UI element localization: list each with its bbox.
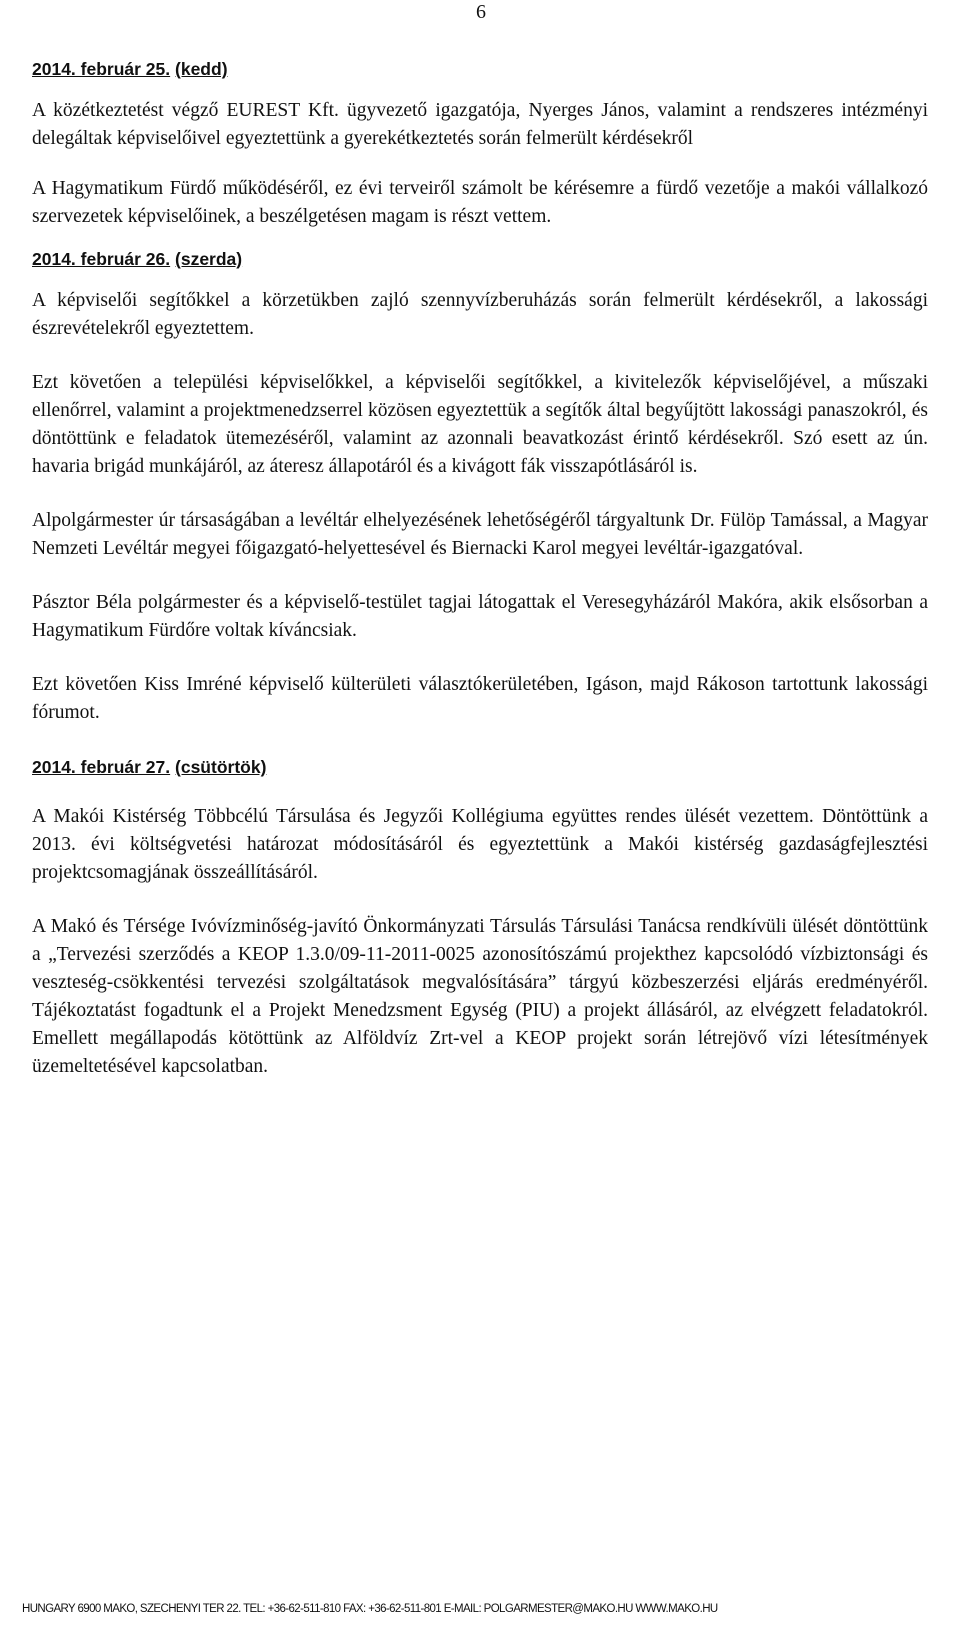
paragraph: Ezt követően a települési képviselőkkel, a képviselői segítőkkel, a kivitelezők képviselőjével, a műszaki ellenőrrel, valamint a projektmenedzserrel közösen egyeztettük a segítők által begyűjtött lakossági panaszokról, és döntöttünk e feladatok ütemezéséről, valamint az azonnali beavatkozást érintő kérdésekről. Szó esett az ún. havaria brigád munkájáról, az áteresz állapotáról és a kivágott fák visszapótlásáról is. bbox=[32, 372, 928, 477]
entry-heading-feb-25 bbox=[32, 55, 928, 83]
entry-day: (kedd) bbox=[175, 59, 228, 79]
entry-day: (csütörtök) bbox=[175, 757, 267, 777]
entry-heading-feb-26 bbox=[32, 245, 928, 273]
paragraph: A Makói Kistérség Többcélú Társulása és Jegyzői Kollégiuma együttes rendes ülését vezettem. Döntöttünk a 2013. évi költségvetési határozat módosításáról és egyeztettünk a Makói kistérség gazdaságfejlesztési projektcsomagjának összeállításáról. bbox=[32, 806, 928, 883]
entry-heading-feb-27 bbox=[32, 753, 928, 781]
document-body bbox=[32, 55, 928, 1081]
entry-date: 2014. február 26. bbox=[32, 249, 171, 269]
page-number: 6 bbox=[476, 1, 486, 23]
entry-date: 2014. február 25. bbox=[32, 59, 171, 79]
page-footer: HUNGARY 6900 MAKÓ, SZÉCHENYI TÉR 22. TEL: +36-62-511-810 FAX: +36-62-511-801 E-MAIL: POLGARMESTER@MAKO.HU WWW.MAKO.HU bbox=[22, 1603, 718, 1615]
paragraph: Ezt követően Kiss Imréné képviselő külterületi választókerületében, Igáson, majd Rákoson tartottunk lakossági fórumot. bbox=[32, 674, 928, 723]
paragraph: A képviselői segítőkkel a körzetükben zajló szennyvízberuházás során felmerült kérdésekről, a lakossági észrevételekről egyeztettem. bbox=[32, 290, 928, 339]
paragraph: A Hagymatikum Fürdő működéséről, ez évi terveiről számolt be kérésemre a fürdő vezetője a makói vállalkozó szervezetek képviselőinek, a beszélgetésen magam is részt vettem. bbox=[32, 178, 928, 227]
paragraph: A Makó és Térsége Ivóvízminőség-javító Önkormányzati Társulás Társulási Tanácsa rendkívüli ülését döntöttünk a „Tervezési szerződés a KEOP 1.3.0/09-11-2011-0025 azonosítószámú projekthez kapcsolódó vízbiztonsági és veszteség-csökkentési tervezési szolgáltatások megvalósítására” tárgyú közbeszerzési eljárás eredményéről. Tájékoztatást fogadtunk el a Projekt Menedzsment Egység (PIU) a projekt állásáról, az elvégzett feladatokról. Emellett megállapodás kötöttünk az Alföldvíz Zrt-vel a KEOP projekt során létrejövő vízi létesítmények üzemeltetésével kapcsolatban. bbox=[32, 916, 928, 1077]
paragraph: Alpolgármester úr társaságában a levéltár elhelyezésének lehetőségéről tárgyaltunk Dr. Fülöp Tamással, a Magyar Nemzeti Levéltár megyei főigazgató-helyettesével és Biernacki Karol megyei levéltár-igazgatóval. bbox=[32, 510, 928, 559]
paragraph: A közétkeztetést végző EUREST Kft. ügyvezető igazgatója, Nyerges János, valamint a rendszeres intézményi delegáltak képviselőivel egyeztettünk a gyerekétkeztetés során felmerült kérdésekről bbox=[32, 100, 928, 149]
paragraph: Pásztor Béla polgármester és a képviselő-testület tagjai látogattak el Veresegyházáról Makóra, akik elsősorban a Hagymatikum Fürdőre voltak kíváncsiak. bbox=[32, 592, 928, 641]
entry-date: 2014. február 27. bbox=[32, 757, 171, 777]
entry-day: (szerda) bbox=[175, 249, 243, 269]
